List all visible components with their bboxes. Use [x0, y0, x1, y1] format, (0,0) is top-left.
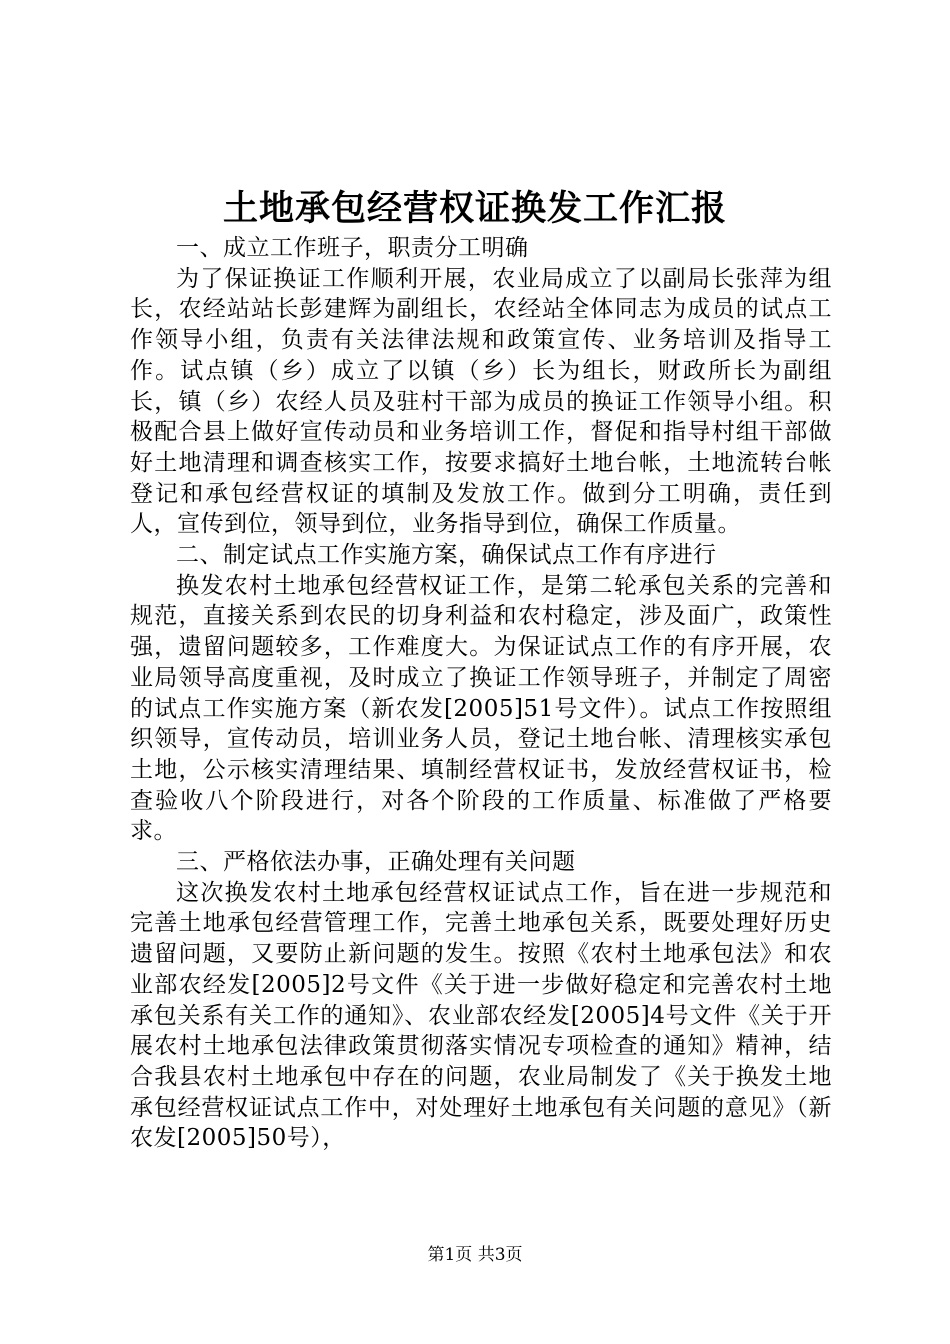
section-heading-2: 二、制定试点工作实施方案，确保试点工作有序进行	[176, 542, 717, 569]
section-paragraph-3: 这次换发农村土地承包经营权证试点工作，旨在进一步规范和完善土地承包经营管理工作，完善土地承包关系，既要处理好历史遗留问题，又要防止新问题的发生。按照《农村土地承包法》和农业部农经发[2005]2号文件《关于进一步做好稳定和完善农村土地承包关系有关工作的通知》、农业部农经发[2005]4号文件《关于开展农村土地承包法律政策贯彻落实情况专项检查的通知》精神，结合我县农村土地承包中存在的问题，农业局制发了《关于换发土地承包经营权证试点工作中，对处理好土地承包有关问题的意见》（新农发[2005]50号），	[130, 879, 832, 1152]
document-title: 土地承包经营权证换发工作汇报	[222, 188, 727, 229]
section-paragraph-1: 为了保证换证工作顺利开展，农业局成立了以副局长张萍为组长，农经站站长彭建辉为副组长，农经站全体同志为成员的试点工作领导小组，负责有关法律法规和政策宣传、业务培训及指导工作。试点镇（乡）成立了以镇（乡）长为组长，财政所长为副组长，镇（乡）农经人员及驻村干部为成员的换证工作领导小组。积极配合县上做好宣传动员和业务培训工作，督促和指导村组干部做好土地清理和调查核实工作，按要求搞好土地台帐，土地流转台帐登记和承包经营权证的填制及发放工作。做到分工明确，责任到人，宣传到位，领导到位，业务指导到位，确保工作质量。	[130, 265, 832, 538]
section-paragraph-2: 换发农村土地承包经营权证工作，是第二轮承包关系的完善和规范，直接关系到农民的切身利益和农村稳定，涉及面广，政策性强，遗留问题较多，工作难度大。为保证试点工作的有序开展，农业局领导高度重视，及时成立了换证工作领导班子，并制定了周密的试点工作实施方案（新农发[2005]51号文件）。试点工作按照组织领导，宣传动员，培训业务人员，登记土地台帐、清理核实承包土地，公示核实清理结果、填制经营权证书，发放经营权证书，检查验收八个阶段进行，对各个阶段的工作质量、标准做了严格要求。	[130, 572, 832, 845]
section-heading-3: 三、严格依法办事，正确处理有关问题	[176, 849, 576, 876]
section-heading-1: 一、成立工作班子，职责分工明确	[176, 235, 529, 261]
page-number-footer: 第1页 共3页	[427, 1245, 523, 1265]
document-body	[130, 233, 832, 1154]
